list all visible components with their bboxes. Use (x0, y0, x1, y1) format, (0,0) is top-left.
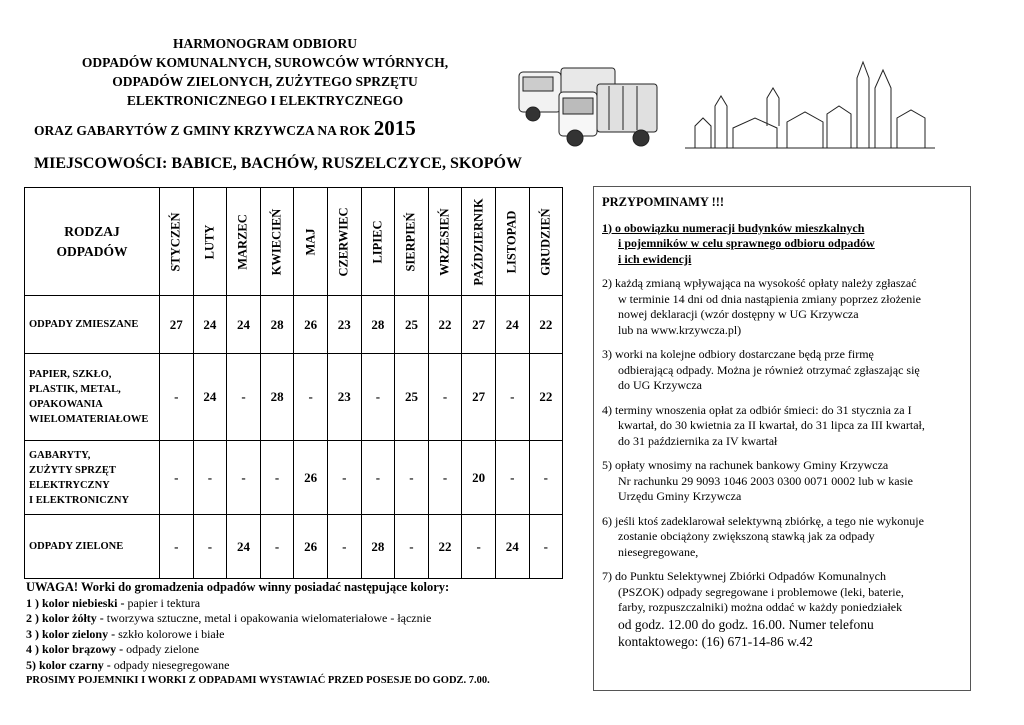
color-note: 3 ) kolor zielony - szkło kolorowe i białe (26, 626, 225, 641)
month-header: WRZESIEŃ (428, 188, 462, 296)
pickup-day: - (462, 515, 496, 579)
month-header: KWIECIEŃ (260, 188, 294, 296)
year: 2015 (373, 116, 416, 140)
pickup-day: 24 (495, 515, 529, 579)
pickup-day: - (529, 515, 563, 579)
reminder-item: 7) do Punktu Selektywnej Zbiórki Odpadów Komunalnych (PSZOK) odpady segregowane i problemowe (leki, baterie, farby, rozpuszczalniki) można oddać w każdy poniedziałek od godz. 12.00 do godz. 16.00. Numer telefonu kontaktowego: (16) 671-14-86 w.42 (602, 569, 904, 649)
title-line: ODPADÓW ZIELONYCH, ZUŻYTEGO SPRZĘTU (112, 74, 418, 89)
waste-type-name: ODPADY ZMIESZANE (25, 296, 160, 354)
pickup-day: - (193, 515, 227, 579)
pickup-day: - (428, 441, 462, 515)
month-header: LIPIEC (361, 188, 395, 296)
color-note: 4 ) kolor brązowy - odpady zielone (26, 642, 200, 656)
reminder-item: 3) worki na kolejne odbiory dostarczane będą prze firmę odbierającą odpady. Można je również otrzymać zgłaszając się do UG Krzywcza (602, 347, 920, 392)
pickup-day: 27 (160, 296, 194, 354)
pickup-day: - (361, 354, 395, 441)
garbage-trucks-and-town-skyline-icon (505, 48, 940, 154)
pickup-day: 24 (227, 296, 261, 354)
month-header: SIERPIEŃ (395, 188, 429, 296)
table-row (25, 296, 563, 354)
schedule-table (24, 187, 563, 579)
pickup-day: - (495, 354, 529, 441)
pickup-day: 26 (294, 515, 328, 579)
pickup-day: - (294, 354, 328, 441)
month-header: GRUDZIEŃ (529, 188, 563, 296)
pickup-day: 23 (327, 296, 361, 354)
final-instruction: PROSIMY POJEMNIKI I WORKI Z ODPADAMI WYSTAWIAĆ PRZED POSESJE DO GODZ. 7.00. (26, 675, 490, 686)
month-header: LUTY (193, 188, 227, 296)
pickup-day: - (160, 354, 194, 441)
pickup-day: 23 (327, 354, 361, 441)
pickup-day: - (327, 441, 361, 515)
pickup-day: 28 (361, 515, 395, 579)
pickup-day: - (227, 354, 261, 441)
pickup-day: - (160, 515, 194, 579)
reminder-item: 5) opłaty wnosimy na rachunek bankowy Gminy Krzywcza Nr rachunku 29 9093 1046 2003 0300 0071 0002 lub w kasie Urzędu Gminy Krzywcza (602, 458, 913, 503)
pickup-day: - (529, 441, 563, 515)
reminder-heading: PRZYPOMINAMY !!! (602, 195, 725, 209)
pickup-day: 28 (260, 354, 294, 441)
pickup-day: 26 (294, 296, 328, 354)
pickup-day: - (260, 515, 294, 579)
pickup-day: 27 (462, 296, 496, 354)
pickup-day: 22 (428, 296, 462, 354)
header-line: ODPADÓW (56, 243, 128, 259)
pickup-day: 24 (193, 354, 227, 441)
pickup-day: 22 (529, 354, 563, 441)
reminder-item: 6) jeśli ktoś zadeklarował selektywną zbiórkę, a tego nie wykonuje zostanie obciążony zwiększoną stawką jak za odpady niesegregowane, (602, 513, 924, 559)
pickup-day: 25 (395, 354, 429, 441)
waste-type-name: ODPADY ZIELONE (25, 515, 160, 579)
pickup-day: - (227, 441, 261, 515)
reminder-item: 1) o obowiązku numeracji budynków mieszkalnych i pojemników w celu sprawnego odbioru odpadów i ich ewidencji (602, 220, 875, 266)
table-row (25, 354, 563, 441)
reminder-item: 4) terminy wnoszenia opłat za odbiór śmieci: do 31 stycznia za I kwartał, do 30 kwietnia za II kwartał, do 31 lipca za III kwartał, do 31 października za IV kwartał (602, 402, 925, 448)
pickup-day: - (361, 441, 395, 515)
pickup-day: - (395, 441, 429, 515)
month-header: LISTOPAD (495, 188, 529, 296)
pickup-day: 22 (428, 515, 462, 579)
pickup-day: - (428, 354, 462, 441)
pickup-day: 28 (260, 296, 294, 354)
header-line: RODZAJ (64, 223, 120, 239)
pickup-day: 24 (495, 296, 529, 354)
pickup-day: - (260, 441, 294, 515)
pickup-day: 25 (395, 296, 429, 354)
pickup-day: 24 (193, 296, 227, 354)
warning-text: UWAGA! Worki do gromadzenia odpadów winny posiadać następujące kolory: (26, 580, 450, 594)
waste-type-name: PAPIER, SZKŁO, PLASTIK, METAL, OPAKOWANIA WIELOMATERIAŁOWE (25, 354, 160, 441)
title-line: ELEKTRONICZNEGO I ELEKTRYCZNEGO (126, 93, 404, 108)
pickup-day: - (395, 515, 429, 579)
month-header: STYCZEŃ (160, 188, 194, 296)
pickup-day: - (327, 515, 361, 579)
pickup-day: 22 (529, 296, 563, 354)
subtitle-text: ORAZ GABARYTÓW Z GMINY KRZYWCZA NA ROK (34, 123, 371, 138)
pickup-day: - (160, 441, 194, 515)
reminder-box (593, 186, 971, 691)
pickup-day: 20 (462, 441, 496, 515)
month-header: CZERWIEC (327, 188, 361, 296)
bag-color-notes (26, 580, 586, 689)
waste-type-header (25, 188, 160, 296)
waste-type-name: GABARYTY, ZUŻYTY SPRZĘT ELEKTRYCZNY I ELEKTRONICZNY (25, 441, 160, 515)
pickup-day: 28 (361, 296, 395, 354)
month-header: MAJ (294, 188, 328, 296)
pickup-day: - (495, 441, 529, 515)
color-note: 5) kolor czarny - odpady niesegregowane (26, 657, 230, 672)
reminder-item: 2) każdą zmianą wpływająca na wysokość opłaty należy zgłaszać w terminie 14 dni od dnia nastąpienia zmiany poprzez złożenie nowej deklaracji (wzór dostępny w UG Krzywcza lub na www.krzywcza.pl) (602, 276, 921, 337)
color-note: 2 ) kolor żółty - tworzywa sztuczne, metal i opakowania wielomateriałowe - łącznie (26, 611, 432, 625)
table-row (25, 441, 563, 515)
color-note: 1 ) kolor niebieski - papier i tektura (26, 595, 201, 610)
pickup-day: 24 (227, 515, 261, 579)
title-line: HARMONOGRAM ODBIORU (172, 36, 358, 51)
title-line: ODPADÓW KOMUNALNYCH, SUROWCÓW WTÓRNYCH, (81, 55, 449, 70)
table-header-row (25, 188, 563, 296)
month-header: PAŹDZIERNIK (462, 188, 496, 296)
table-row (25, 515, 563, 579)
month-header: MARZEC (227, 188, 261, 296)
document-title (30, 34, 500, 110)
pickup-day: 27 (462, 354, 496, 441)
places-heading: MIEJSCOWOŚCI: BABICE, BACHÓW, RUSZELCZYCE, SKOPÓW (34, 155, 522, 172)
pickup-day: 26 (294, 441, 328, 515)
pickup-day: - (193, 441, 227, 515)
subtitle (34, 116, 416, 141)
